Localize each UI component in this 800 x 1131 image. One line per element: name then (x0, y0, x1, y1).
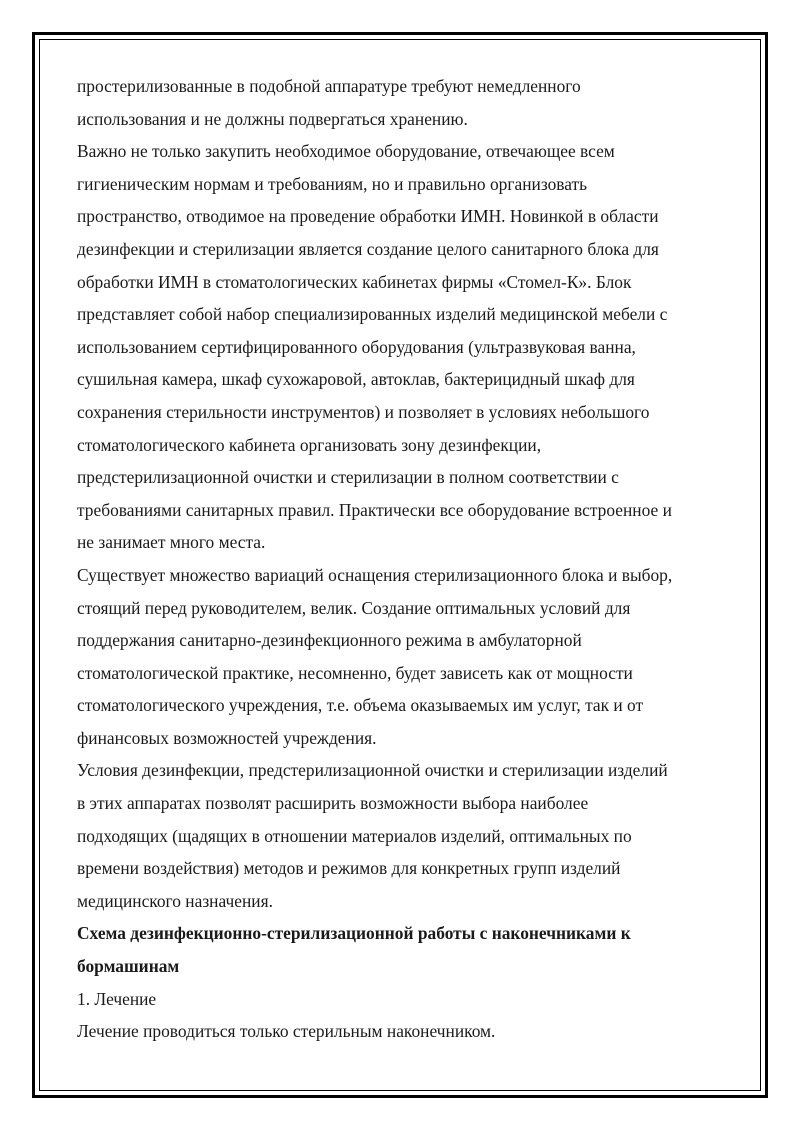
text-line: представляет собой набор специализированных изделий медицинской мебели с (77, 304, 668, 325)
text-line: стоматологического кабинета организовать зону дезинфекции, (77, 434, 542, 455)
text-line: стоящий перед руководителем, велик. Создание оптимальных условий для (77, 597, 631, 618)
text-line: требованиями санитарных правил. Практически все оборудование встроенное и (77, 499, 672, 520)
text-line: использованием сертифицированного оборудования (ультразвуковая ванна, (77, 336, 636, 357)
text-line: Лечение проводиться только стерильным наконечником. (77, 1021, 496, 1042)
text-line: стоматологического учреждения, т.е. объема оказываемых им услуг, так и от (77, 695, 644, 716)
paragraph (77, 70, 737, 135)
text-line: подходящих (щадящих в отношении материалов изделий, оптимальных по (77, 825, 632, 846)
text-line: Схема дезинфекционно-стерилизационной работы с наконечниками к (77, 923, 631, 944)
section-heading (77, 917, 737, 982)
text-line: сохранения стерильности инструментов) и позволяет в условиях небольшого (77, 401, 650, 422)
text-line: медицинского назначения. (77, 890, 273, 911)
paragraph (77, 983, 737, 1016)
text-line: стоматологической практике, несомненно, будет зависеть как от мощности (77, 662, 633, 683)
paragraph (77, 1015, 737, 1048)
text-line: в этих аппаратах позволят расширить возможности выбора наиболее (77, 793, 589, 814)
paragraph (77, 754, 737, 917)
text-line: Условия дезинфекции, предстерилизационной очистки и стерилизации изделий (77, 760, 668, 781)
text-line: бормашинам (77, 956, 180, 977)
text-line: 1. Лечение (77, 988, 157, 1009)
text-line: времени воздействия) методов и режимов для конкретных групп изделий (77, 858, 621, 879)
text-line: пространство, отводимое на проведение обработки ИМН. Новинкой в области (77, 206, 659, 227)
text-line: сушильная камера, шкаф сухожаровой, автоклав, бактерицидный шкаф для (77, 369, 635, 390)
text-line: обработки ИМН в стоматологических кабинетах фирмы «Стомел-К». Блок (77, 271, 632, 292)
paragraph (77, 559, 737, 755)
text-line: гигиеническим нормам и требованиям, но и правильно организовать (77, 173, 588, 194)
text-line: Существует множество вариаций оснащения стерилизационного блока и выбор, (77, 564, 673, 585)
text-line: финансовых возможностей учреждения. (77, 727, 377, 748)
text-line: предстерилизационной очистки и стерилизации в полном соответствии с (77, 467, 619, 488)
text-line: простерилизованные в подобной аппаратуре требуют немедленного (77, 76, 581, 96)
text-line: использования и не должны подвергаться хранению. (77, 108, 468, 129)
text-line: дезинфекции и стерилизации является создание целого санитарного блока для (77, 238, 659, 259)
text-line: поддержания санитарно-дезинфекционного режима в амбулаторной (77, 630, 582, 651)
document-body (77, 70, 737, 1048)
text-line: Важно не только закупить необходимое оборудование, отвечающее всем (77, 141, 615, 162)
text-line: не занимает много места. (77, 532, 266, 553)
paragraph (77, 135, 737, 559)
